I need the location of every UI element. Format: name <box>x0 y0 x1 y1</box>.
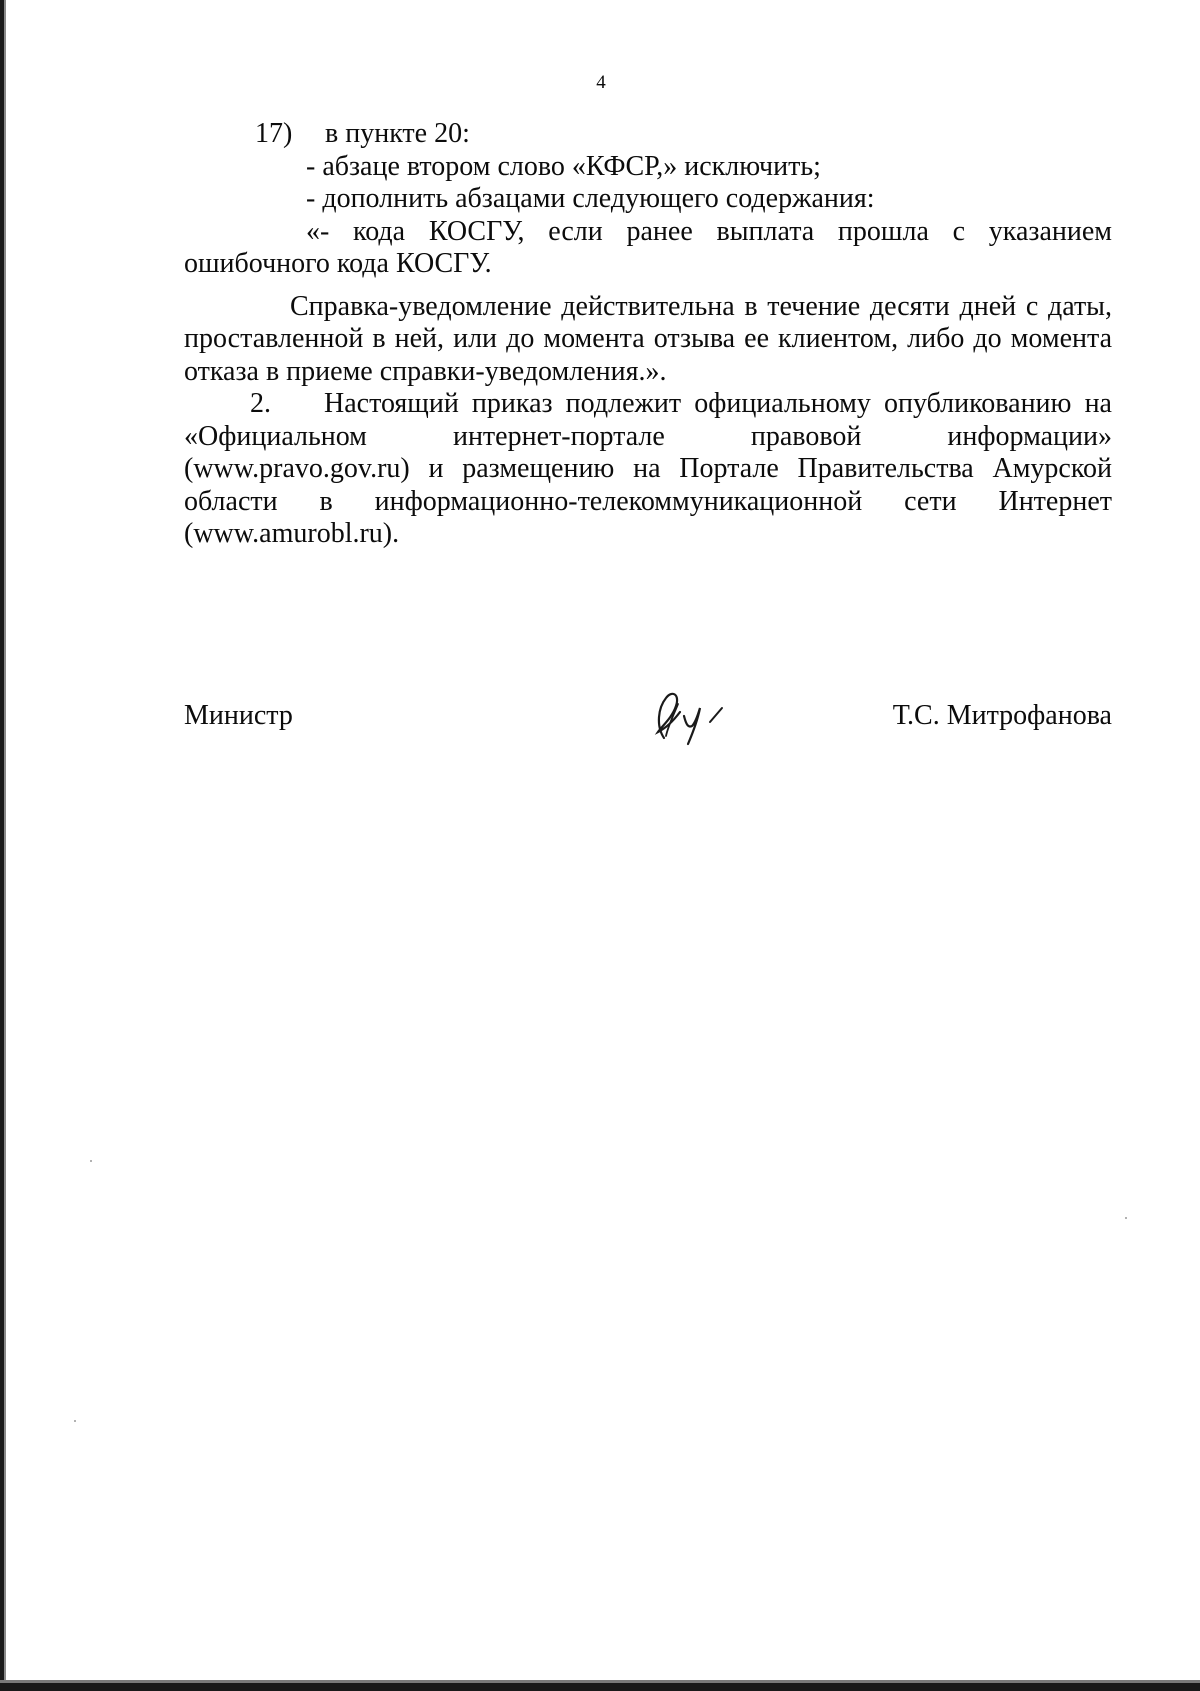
scan-speck <box>74 1420 76 1422</box>
item-2-line1 <box>184 388 1112 421</box>
item-17-sub1: - абзаце втором слово «КФСР,» исключить; <box>306 150 821 182</box>
scan-border-bottom <box>0 1683 1200 1691</box>
item-17-para-line1: Справка-уведомление действительна в течение десяти дней с даты, <box>290 290 1112 322</box>
item-17-heading <box>184 118 1112 151</box>
scan-speck <box>1125 1217 1127 1219</box>
page-number: 4 <box>596 72 606 93</box>
item-2-line4: области в информационно-телекоммуникационной сети Интернет <box>184 485 1112 517</box>
item-17-quote-line2: ошибочного кода КОСГУ. <box>184 248 492 279</box>
item-17-sub2: - дополнить абзацами следующего содержания: <box>306 183 875 214</box>
item-17-quote-line1: «- кода КОСГУ, если ранее выплата прошла с указанием <box>306 215 1112 247</box>
signatory-name: Т.С. Митрофанова <box>892 700 1112 731</box>
scan-speck <box>90 1160 92 1162</box>
item-2-line5: (www.amurobl.ru). <box>184 518 400 549</box>
item-2-line3: (www.pravo.gov.ru) и размещению на Портале Правительства Амурской <box>184 453 1112 484</box>
scan-border-left-shadow <box>4 0 6 1691</box>
handwritten-signature <box>636 686 756 756</box>
document-body <box>184 118 1112 551</box>
item-17-number: 17) <box>255 118 293 149</box>
item-17-heading-text: в пункте 20: <box>325 118 470 149</box>
item-2-number: 2. <box>250 388 271 419</box>
item-2-line1-text: Настоящий приказ подлежит официальному опубликованию на <box>324 388 1112 419</box>
signatory-role: Министр <box>184 700 293 731</box>
item-17-para-line3: отказа в приеме справки-уведомления.». <box>184 355 667 387</box>
item-17-para-line2: проставленной в ней, или до момента отзыва ее клиентом, либо до момента <box>184 323 1112 354</box>
item-2-line2: «Официальном интернет-портале правовой информации» <box>184 420 1112 452</box>
signature-block <box>184 700 1112 740</box>
